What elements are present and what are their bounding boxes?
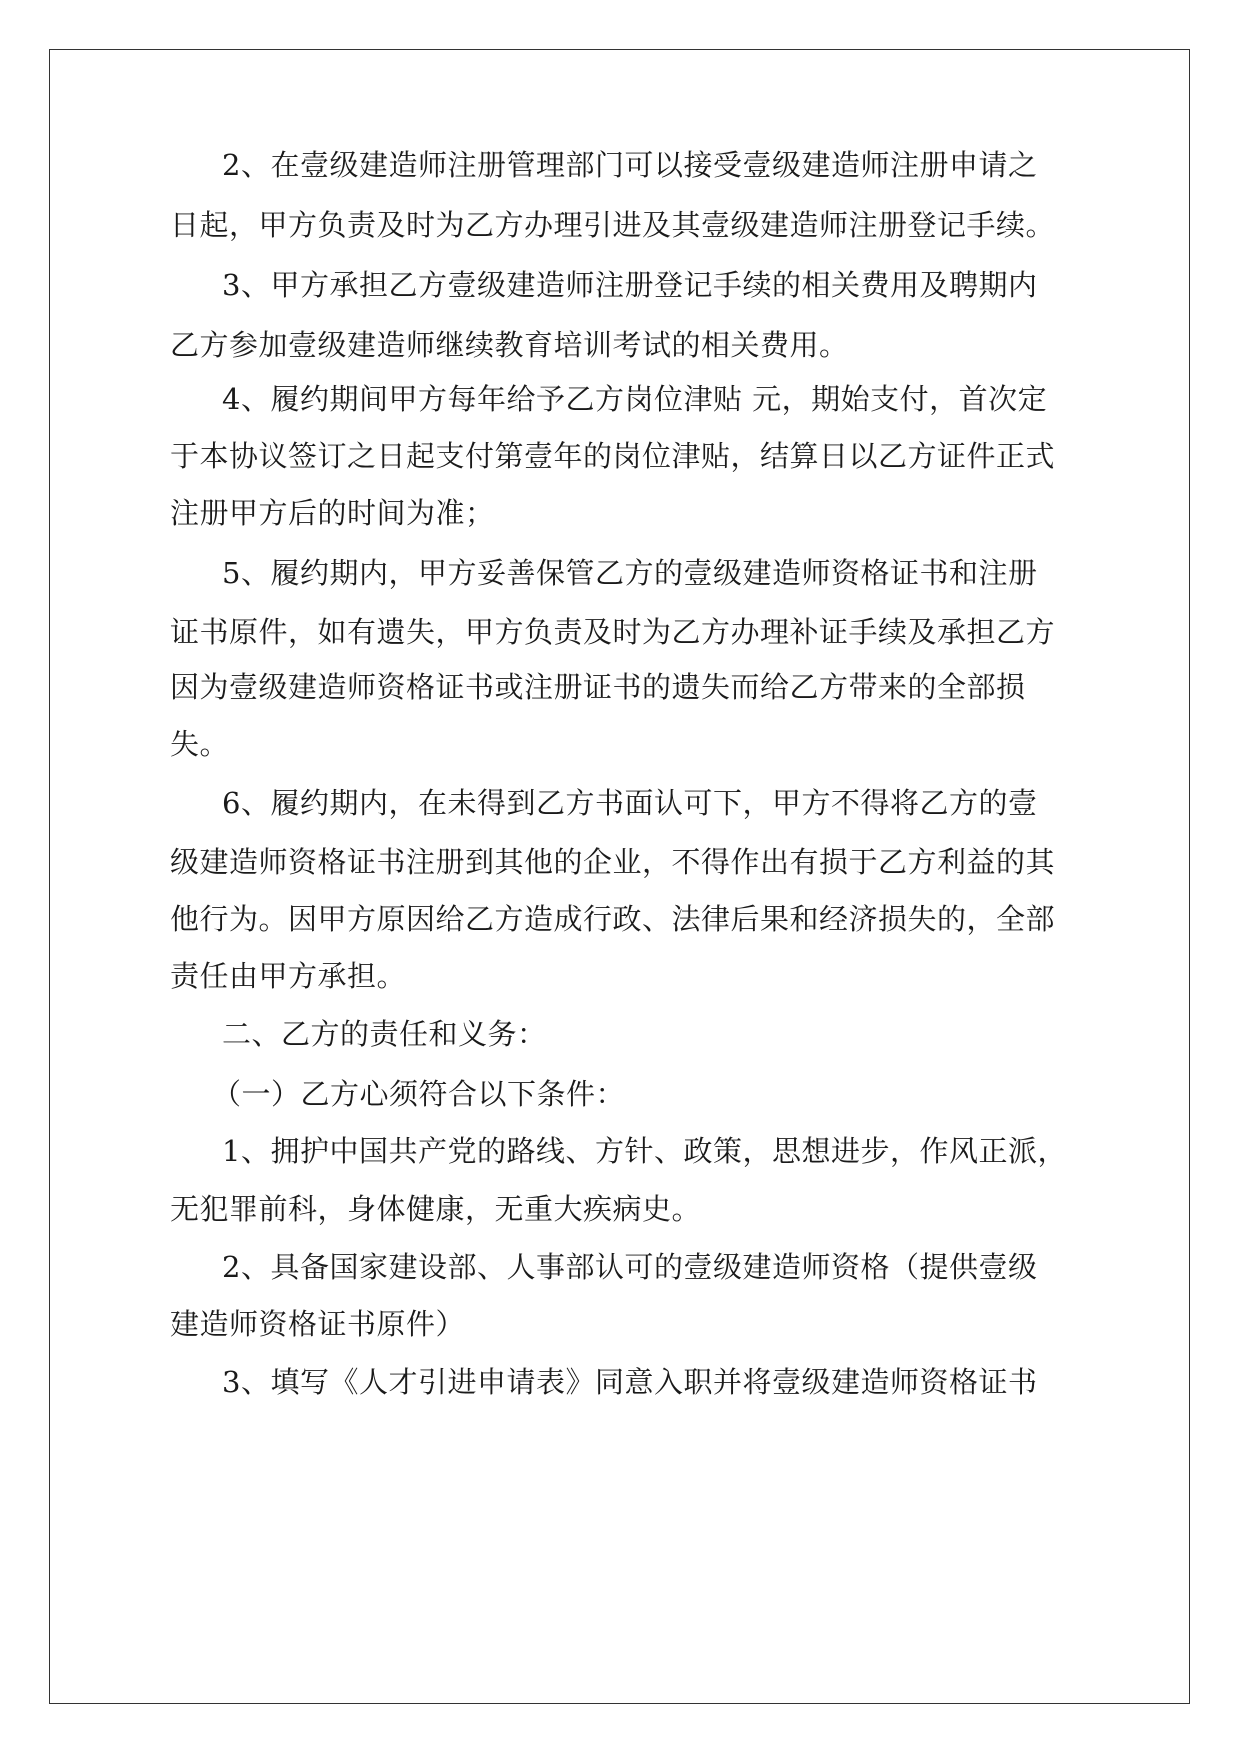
paragraph-line: 因为壹级建造师资格证书或注册证书的遗失而给乙方带来的全部损 [170,670,1026,704]
paragraph-line: 2、在壹级建造师注册管理部门可以接受壹级建造师注册申请之 [222,148,1038,182]
paragraph-line: 乙方参加壹级建造师继续教育培训考试的相关费用。 [170,328,849,362]
paragraph-line: 他行为。因甲方原因给乙方造成行政、法律后果和经济损失的，全部 [170,902,1056,936]
paragraph-line: 2、具备国家建设部、人事部认可的壹级建造师资格（提供壹级 [222,1250,1038,1284]
paragraph-line: 责任由甲方承担。 [170,959,407,993]
paragraph-line: 日起，甲方负责及时为乙方办理引进及其壹级建造师注册登记手续。 [170,208,1056,242]
paragraph-line: 失。 [170,727,230,761]
paragraph-line: 3、甲方承担乙方壹级建造师注册登记手续的相关费用及聘期内 [222,268,1038,302]
paragraph-line: 5、履约期内，甲方妥善保管乙方的壹级建造师资格证书和注册 [222,556,1038,590]
paragraph-line: 无犯罪前科，身体健康，无重大疾病史。 [170,1192,702,1226]
subsection-heading: （一）乙方心须符合以下条件： [212,1077,626,1111]
paragraph-line: 注册甲方后的时间为准； [170,496,495,530]
paragraph-line: 4、履约期间甲方每年给予乙方岗位津贴 元，期始支付，首次定 [222,382,1048,416]
paragraph-line: 1、拥护中国共产党的路线、方针、政策，思想进步，作风正派， [222,1134,1067,1168]
paragraph-line: 建造师资格证书原件） [170,1307,466,1341]
paragraph-line: 3、填写《人才引进申请表》同意入职并将壹级建造师资格证书 [222,1365,1038,1399]
paragraph-line: 6、履约期内，在未得到乙方书面认可下，甲方不得将乙方的壹 [222,786,1038,820]
paragraph-line: 证书原件，如有遗失，甲方负责及时为乙方办理补证手续及承担乙方 [170,615,1056,649]
paragraph-line: 于本协议签订之日起支付第壹年的岗位津贴，结算日以乙方证件正式 [170,439,1056,473]
paragraph-line: 级建造师资格证书注册到其他的企业，不得作出有损于乙方利益的其 [170,845,1056,879]
section-heading: 二、乙方的责任和义务： [222,1017,547,1051]
